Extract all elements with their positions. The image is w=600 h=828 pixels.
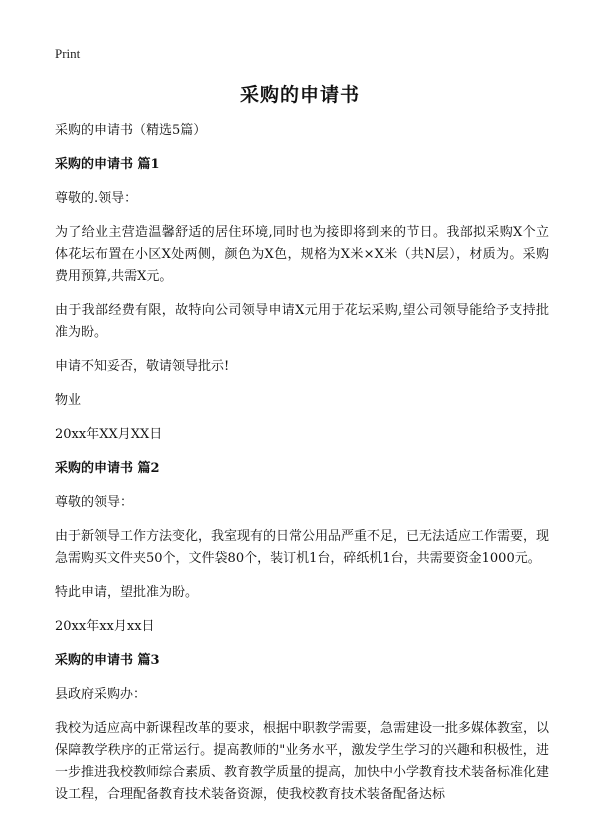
section-greeting: 县政府采购办：: [55, 687, 147, 702]
section-paragraph: 由于我部经费有限，故特向公司领导申请X元用于花坛采购,望公司领导能给予支持批准为盼。: [55, 303, 549, 340]
section-paragraph: 我校为适应高中新课程改革的要求，根据中职教学需要，急需建设一批多媒体教室，以保障教学秩序的正常运行。提高教师的"业务水平，激发学生学习的兴趣和积极性，进一步推进我校教师综合素质、教育教学质量的提高，加快中小学教育技术装备标准化建设工程，合理配备教育技术装备资源，使我校教育技术装备配备达标: [55, 721, 550, 802]
section-paragraph: 申请不知妥否，敬请领导批示!: [55, 359, 230, 374]
document-title: 采购的申请书: [239, 84, 360, 106]
section-date: 20xx年XX月XX日: [55, 427, 163, 442]
section-paragraph: 由于新领导工作方法变化，我室现有的日常公用品严重不足，已无法适应工作需要，现急需购买文件夹50个，文件袋80个，装订机1台，碎纸机1台，共需要资金1000元。: [55, 529, 550, 566]
document-body: [55, 120, 549, 818]
section-date: 20xx年xx月xx日: [55, 619, 155, 634]
section-paragraph: 为了给业主营造温馨舒适的居住环境,同时也为接即将到来的节日。我部拟采购X个立体花坛布置在小区X处两侧，颜色为X色，规格为X米×X米（共N层），材质为。采购费用预算,共需X元。: [55, 225, 549, 284]
document-subtitle: 采购的申请书（精选5篇）: [55, 123, 207, 138]
section-heading: 采购的申请书 篇1: [55, 157, 160, 172]
section-signature: 物业: [55, 393, 82, 408]
section-greeting: 尊敬的.领导：: [55, 191, 138, 206]
section-heading: 采购的申请书 篇3: [55, 653, 160, 668]
section-heading: 采购的申请书 篇2: [55, 461, 160, 476]
print-link[interactable]: Print: [55, 46, 81, 61]
section-greeting: 尊敬的领导：: [55, 495, 134, 510]
section-paragraph: 特此申请，望批准为盼。: [55, 585, 199, 600]
